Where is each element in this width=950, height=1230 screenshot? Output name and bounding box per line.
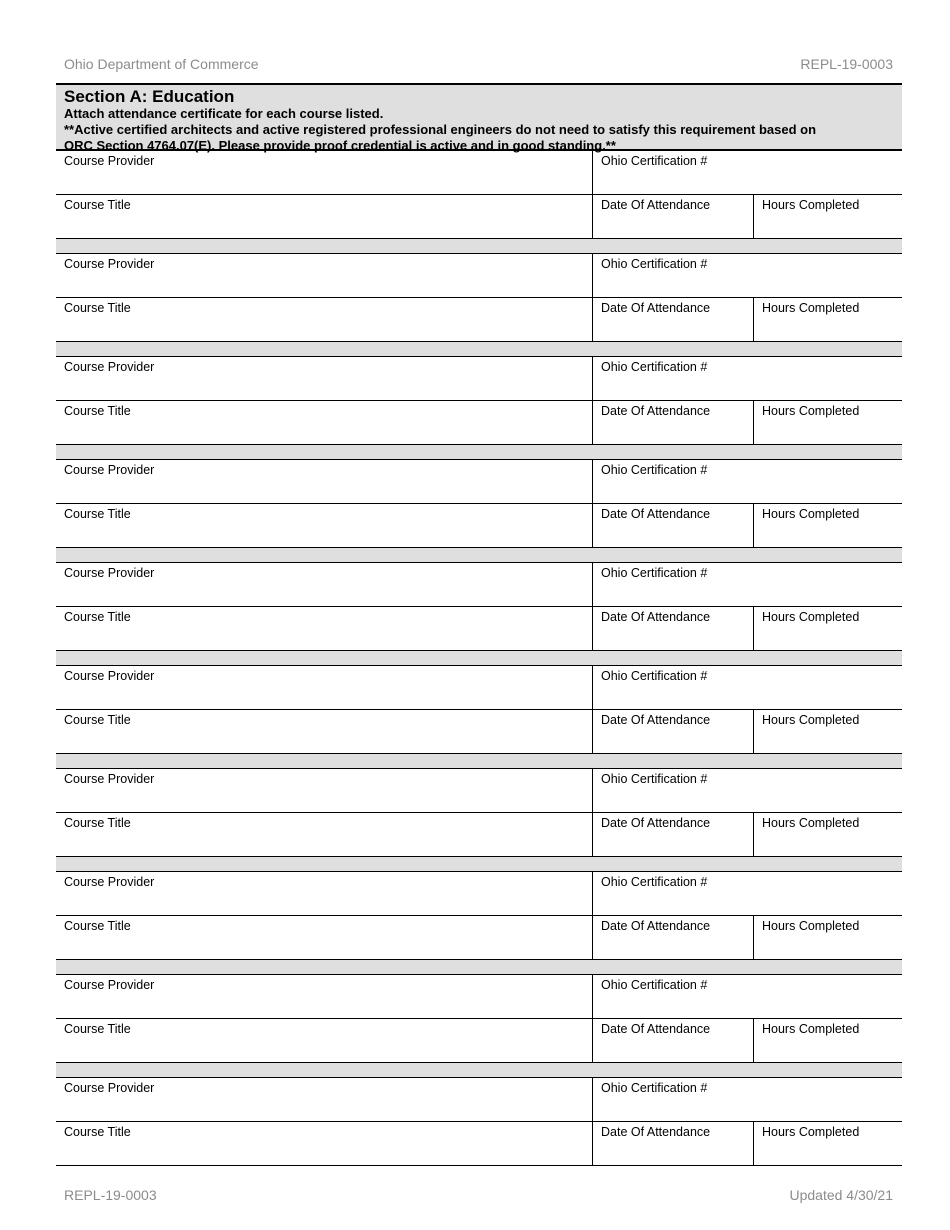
- date-of-attendance-label: Date Of Attendance: [601, 610, 711, 624]
- ohio-certification-field[interactable]: [593, 357, 902, 400]
- agency-name: Ohio Department of Commerce: [64, 56, 259, 72]
- ohio-certification-label: Ohio Certification #: [601, 1081, 708, 1095]
- date-of-attendance-field[interactable]: [593, 1122, 754, 1165]
- course-title-field[interactable]: [56, 710, 593, 753]
- course-entry: [56, 1078, 902, 1166]
- course-title-row: [56, 195, 902, 239]
- course-title-label: Course Title: [64, 1125, 131, 1139]
- course-entry: [56, 563, 902, 651]
- course-title-label: Course Title: [64, 919, 131, 933]
- course-entry: [56, 666, 902, 754]
- course-provider-row: [56, 151, 902, 195]
- hours-completed-field[interactable]: [754, 813, 902, 856]
- ohio-certification-field[interactable]: [593, 769, 902, 812]
- course-title-row: [56, 916, 902, 960]
- course-provider-row: [56, 357, 902, 401]
- date-of-attendance-field[interactable]: [593, 1019, 754, 1062]
- section-note-line-2: ORC Section 4764.07(E). Please provide proof credential is active and in good standing.**: [64, 138, 616, 153]
- course-provider-label: Course Provider: [64, 875, 155, 889]
- date-of-attendance-field[interactable]: [593, 504, 754, 547]
- hours-completed-label: Hours Completed: [762, 404, 860, 418]
- ohio-certification-label: Ohio Certification #: [601, 669, 708, 683]
- course-title-row: [56, 607, 902, 651]
- date-of-attendance-label: Date Of Attendance: [601, 919, 711, 933]
- date-of-attendance-field[interactable]: [593, 607, 754, 650]
- course-provider-row: [56, 666, 902, 710]
- footer-form-code: REPL-19-0003: [64, 1187, 157, 1203]
- ohio-certification-label: Ohio Certification #: [601, 978, 708, 992]
- entry-separator: [56, 342, 902, 357]
- course-title-label: Course Title: [64, 198, 131, 212]
- entry-separator: [56, 548, 902, 563]
- entry-separator: [56, 1063, 902, 1078]
- course-title-row: [56, 1019, 902, 1063]
- section-instruction: Attach attendance certificate for each course listed.: [64, 106, 384, 121]
- course-title-label: Course Title: [64, 1022, 131, 1036]
- course-title-row: [56, 298, 902, 342]
- hours-completed-field[interactable]: [754, 916, 902, 959]
- course-provider-field[interactable]: [56, 769, 593, 812]
- course-provider-label: Course Provider: [64, 1081, 155, 1095]
- course-entry: [56, 254, 902, 342]
- hours-completed-field[interactable]: [754, 1019, 902, 1062]
- course-provider-label: Course Provider: [64, 978, 155, 992]
- course-title-field[interactable]: [56, 1122, 593, 1165]
- hours-completed-field[interactable]: [754, 607, 902, 650]
- hours-completed-field[interactable]: [754, 298, 902, 341]
- ohio-certification-field[interactable]: [593, 151, 902, 194]
- hours-completed-field[interactable]: [754, 401, 902, 444]
- ohio-certification-label: Ohio Certification #: [601, 566, 708, 580]
- header-form-code: REPL-19-0003: [800, 56, 893, 72]
- course-provider-row: [56, 460, 902, 504]
- course-entry: [56, 769, 902, 857]
- hours-completed-label: Hours Completed: [762, 713, 860, 727]
- course-title-row: [56, 401, 902, 445]
- course-provider-label: Course Provider: [64, 772, 155, 786]
- date-of-attendance-field[interactable]: [593, 195, 754, 238]
- date-of-attendance-field[interactable]: [593, 710, 754, 753]
- course-title-label: Course Title: [64, 404, 131, 418]
- course-provider-field[interactable]: [56, 151, 593, 194]
- course-provider-label: Course Provider: [64, 360, 155, 374]
- ohio-certification-field[interactable]: [593, 254, 902, 297]
- course-entry: [56, 460, 902, 548]
- course-entries: [56, 151, 902, 1166]
- section-note-line-1: **Active certified architects and active registered professional engineers do not need to satisfy this requirement based on: [64, 122, 817, 137]
- hours-completed-field[interactable]: [754, 1122, 902, 1165]
- footer-updated: Updated 4/30/21: [789, 1187, 893, 1203]
- course-provider-field[interactable]: [56, 563, 593, 606]
- hours-completed-label: Hours Completed: [762, 610, 860, 624]
- course-title-label: Course Title: [64, 507, 131, 521]
- course-provider-row: [56, 1078, 902, 1122]
- course-entry: [56, 872, 902, 960]
- section-header: [56, 83, 902, 151]
- course-provider-label: Course Provider: [64, 566, 155, 580]
- course-title-field[interactable]: [56, 401, 593, 444]
- ohio-certification-label: Ohio Certification #: [601, 772, 708, 786]
- course-provider-field[interactable]: [56, 460, 593, 503]
- date-of-attendance-label: Date Of Attendance: [601, 301, 711, 315]
- course-provider-field[interactable]: [56, 975, 593, 1018]
- hours-completed-label: Hours Completed: [762, 1022, 860, 1036]
- course-provider-field[interactable]: [56, 872, 593, 915]
- date-of-attendance-field[interactable]: [593, 401, 754, 444]
- course-title-row: [56, 710, 902, 754]
- course-provider-row: [56, 975, 902, 1019]
- date-of-attendance-field[interactable]: [593, 298, 754, 341]
- hours-completed-label: Hours Completed: [762, 507, 860, 521]
- ohio-certification-label: Ohio Certification #: [601, 154, 708, 168]
- course-provider-label: Course Provider: [64, 669, 155, 683]
- date-of-attendance-label: Date Of Attendance: [601, 507, 711, 521]
- entry-separator: [56, 960, 902, 975]
- course-title-row: [56, 813, 902, 857]
- hours-completed-label: Hours Completed: [762, 198, 860, 212]
- course-title-field[interactable]: [56, 195, 593, 238]
- course-provider-row: [56, 872, 902, 916]
- ohio-certification-field[interactable]: [593, 460, 902, 503]
- date-of-attendance-label: Date Of Attendance: [601, 816, 711, 830]
- hours-completed-label: Hours Completed: [762, 1125, 860, 1139]
- entry-separator: [56, 857, 902, 872]
- ohio-certification-field[interactable]: [593, 1078, 902, 1121]
- hours-completed-label: Hours Completed: [762, 301, 860, 315]
- date-of-attendance-label: Date Of Attendance: [601, 1022, 711, 1036]
- hours-completed-field[interactable]: [754, 195, 902, 238]
- course-entry: [56, 357, 902, 445]
- course-provider-label: Course Provider: [64, 257, 155, 271]
- ohio-certification-field[interactable]: [593, 975, 902, 1018]
- hours-completed-field[interactable]: [754, 504, 902, 547]
- course-provider-label: Course Provider: [64, 463, 155, 477]
- ohio-certification-field[interactable]: [593, 563, 902, 606]
- course-title-field[interactable]: [56, 607, 593, 650]
- course-title-field[interactable]: [56, 504, 593, 547]
- entry-separator: [56, 651, 902, 666]
- section-title: Section A: Education: [64, 87, 235, 106]
- course-title-field[interactable]: [56, 298, 593, 341]
- course-title-field[interactable]: [56, 1019, 593, 1062]
- ohio-certification-label: Ohio Certification #: [601, 463, 708, 477]
- entry-separator: [56, 445, 902, 460]
- course-title-field[interactable]: [56, 813, 593, 856]
- course-title-label: Course Title: [64, 610, 131, 624]
- ohio-certification-field[interactable]: [593, 872, 902, 915]
- date-of-attendance-field[interactable]: [593, 813, 754, 856]
- course-title-row: [56, 1122, 902, 1166]
- course-provider-field[interactable]: [56, 254, 593, 297]
- course-title-row: [56, 504, 902, 548]
- course-provider-field[interactable]: [56, 357, 593, 400]
- course-provider-row: [56, 769, 902, 813]
- entry-separator: [56, 239, 902, 254]
- course-title-label: Course Title: [64, 713, 131, 727]
- date-of-attendance-label: Date Of Attendance: [601, 1125, 711, 1139]
- course-title-field[interactable]: [56, 916, 593, 959]
- course-provider-field[interactable]: [56, 666, 593, 709]
- ohio-certification-label: Ohio Certification #: [601, 257, 708, 271]
- date-of-attendance-field[interactable]: [593, 916, 754, 959]
- date-of-attendance-label: Date Of Attendance: [601, 713, 711, 727]
- course-provider-field[interactable]: [56, 1078, 593, 1121]
- education-form: [56, 83, 902, 1166]
- hours-completed-field[interactable]: [754, 710, 902, 753]
- course-provider-row: [56, 563, 902, 607]
- course-entry: [56, 151, 902, 239]
- entry-separator: [56, 754, 902, 769]
- course-entry: [56, 975, 902, 1063]
- course-provider-row: [56, 254, 902, 298]
- ohio-certification-label: Ohio Certification #: [601, 360, 708, 374]
- course-title-label: Course Title: [64, 301, 131, 315]
- course-provider-label: Course Provider: [64, 154, 155, 168]
- date-of-attendance-label: Date Of Attendance: [601, 404, 711, 418]
- hours-completed-label: Hours Completed: [762, 816, 860, 830]
- hours-completed-label: Hours Completed: [762, 919, 860, 933]
- date-of-attendance-label: Date Of Attendance: [601, 198, 711, 212]
- ohio-certification-field[interactable]: [593, 666, 902, 709]
- course-title-label: Course Title: [64, 816, 131, 830]
- ohio-certification-label: Ohio Certification #: [601, 875, 708, 889]
